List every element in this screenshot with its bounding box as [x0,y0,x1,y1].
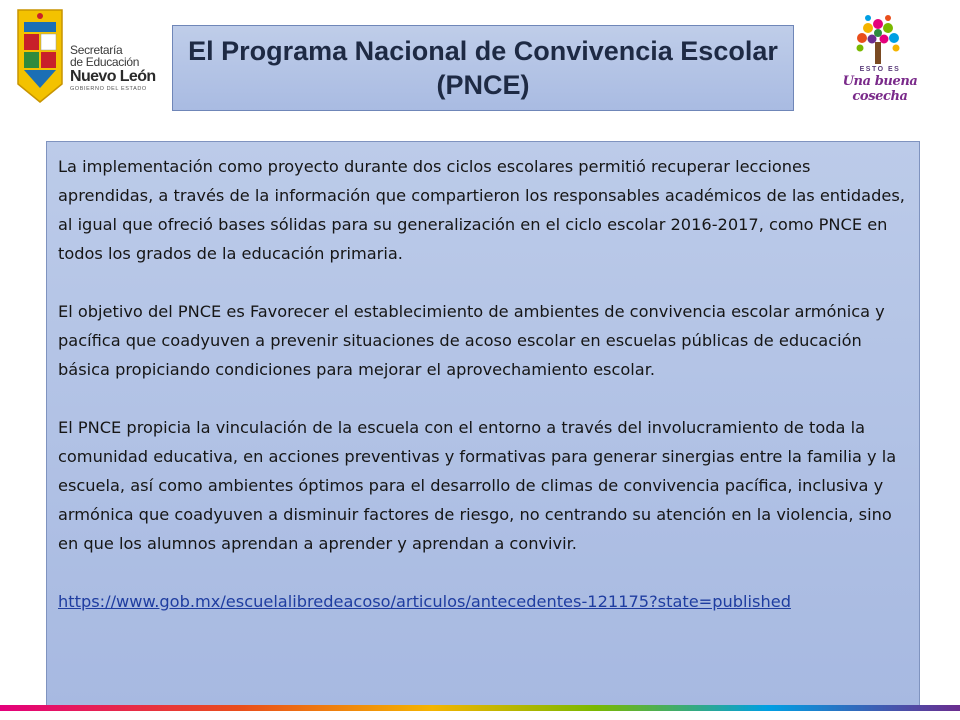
paragraph-vinculacion: El PNCE propicia la vinculación de la escuela con el entorno a través del involucramiento de toda la comunidad educativa, en acciones preventivas y formativas para generar sinergias entre la familia y la escuela, así como ambientes óptimos para el desarrollo de climas de convivencia pacífica, inclusiva y armónica que coadyuven a disminuir factores de riesgo, no centrando su atención en la violencia, sino en que los alumnos aprendan a aprender y aprendan a convivir. [58,418,897,553]
tree-icon [848,12,908,64]
sep-logo-line1: Secretaría [70,43,123,57]
buena-cosecha-text: Una buena cosecha [842,74,918,104]
sep-logo-line2: de Educación [70,55,140,69]
nuevo-leon-shield-icon [14,8,66,104]
paragraph-objetivo: El objetivo del PNCE es Favorecer el establecimiento de ambientes de convivencia escolar armónica y pacífica que coadyuven a prevenir situaciones de acoso escolar en escuelas públicas de educación básica propiciando condiciones para mejorar el aprovechamiento escolar. [58,302,885,379]
sep-logo-line3: Nuevo León [70,68,156,85]
esto-es-text: ESTO ES [859,66,901,73]
sep-logo-text [70,44,166,93]
color-bar-divider [0,705,960,711]
sep-logo-line4: GOBIERNO DEL ESTADO [70,86,147,92]
buena-cosecha-logo [816,12,944,104]
source-link[interactable]: https://www.gob.mx/escuelalibredeacoso/articulos/antecedentes-121175?state=published [58,592,791,611]
sep-nuevo-leon-logo [14,8,164,106]
content-box [46,141,920,707]
page-title: El Programa Nacional de Convivencia Escolar (PNCE) [188,36,778,100]
paragraph-implementacion: La implementación como proyecto durante dos ciclos escolares permitió recuperar lecciones aprendidas, a través de la información que compartieron los responsables académicos de las entidades, al igual que ofreció bases sólidas para su generalización en el ciclo escolar 2016-2017, como PNCE en todos los grados de la educación primaria. [58,157,905,263]
title-box [172,25,794,111]
